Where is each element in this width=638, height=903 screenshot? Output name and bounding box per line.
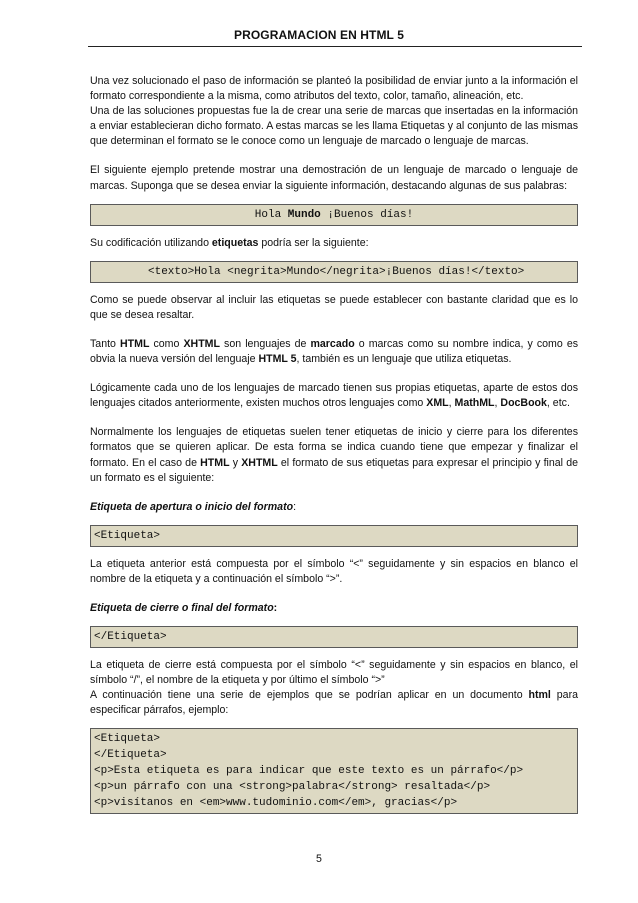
html-text: como bbox=[149, 337, 184, 350]
example-text-box bbox=[90, 204, 578, 226]
intro-paragraph-1: Una vez solucionado el paso de información se planteó la posibilidad de enviar junto a la información el formato correspondiente a la misma, como atributos del texto, color, tamaño, alineación, etc. bbox=[90, 75, 578, 103]
examples-intro-text: para especificar párrafos, ejemplo: bbox=[90, 689, 578, 717]
observe-paragraph: Como se puede observar al incluir las etiquetas se puede establecer con bastante claridad que es lo que se desea resaltar. bbox=[90, 293, 578, 321]
coding-paragraph bbox=[90, 236, 578, 251]
opening-heading bbox=[90, 500, 578, 515]
logic-text: , bbox=[448, 397, 455, 410]
closing-description: La etiqueta de cierre está compuesta por el símbolo “<” seguidamente y sin espacios en blanco, el símbolo “/”, el nombre de la etiqueta y por último el símbolo “>” bbox=[90, 659, 578, 687]
examples-code-box bbox=[90, 728, 578, 814]
docbook-bold: DocBook bbox=[500, 397, 547, 410]
html-bold: html bbox=[528, 689, 551, 702]
code-line: <p>Esta etiqueta es para indicar que este texto es un párrafo</p> bbox=[94, 765, 524, 778]
example-text-tail: ¡Buenos días! bbox=[320, 208, 414, 221]
closing-heading bbox=[90, 601, 578, 616]
html-bold: HTML bbox=[200, 456, 230, 469]
coding-text: Su codificación utilizando bbox=[90, 236, 212, 249]
normal-paragraph bbox=[90, 425, 578, 485]
coding-text-tail: podría ser la siguiente: bbox=[258, 236, 369, 249]
logic-text: , bbox=[494, 397, 501, 410]
example-text-plain: Hola bbox=[254, 208, 288, 221]
xhtml-bold: XHTML bbox=[183, 337, 220, 350]
code-line: <p>un párrafo con una <strong>palabra</strong> resaltada</p> bbox=[94, 781, 491, 794]
html5-bold: HTML 5 bbox=[258, 353, 297, 366]
html-text: , también es un lenguaje que utiliza etiquetas. bbox=[296, 353, 512, 366]
html-text: o marcas como su nombre indica, y como es obvia la nueva versión del lenguaje bbox=[90, 337, 579, 366]
normal-text: y bbox=[229, 456, 242, 469]
xhtml-bold: XHTML bbox=[241, 456, 278, 469]
coding-bold: etiquetas bbox=[211, 236, 259, 249]
xml-bold: XML bbox=[426, 397, 449, 410]
code-line: </Etiqueta> bbox=[94, 749, 167, 762]
html-bold: HTML bbox=[120, 337, 150, 350]
normal-text: el formato de sus etiquetas para expresar el principio y final de un formato es el siguiente: bbox=[90, 456, 578, 484]
opening-tag-box: <Etiqueta> bbox=[90, 525, 578, 547]
opening-description: La etiqueta anterior está compuesta por el símbolo “<” seguidamente y sin espacios en blanco el nombre de la etiqueta y a continuación el símbolo “>”. bbox=[90, 557, 578, 585]
html-text: Tanto bbox=[90, 337, 120, 350]
logic-text: Lógicamente cada uno de los lenguajes de marcado tienen sus propias etiquetas, aparte de estos dos lenguajes citados anteriormente, existen muchos otros lenguajes como bbox=[90, 382, 578, 410]
code-line: <p>visítanos en <em>www.tudominio.com</em>, gracias</p> bbox=[94, 797, 458, 810]
header-divider bbox=[88, 46, 582, 47]
page-number: 5 bbox=[316, 853, 322, 865]
logic-text: , etc. bbox=[546, 397, 570, 410]
closing-heading-colon: : bbox=[273, 601, 278, 614]
example-text-bold: Mundo bbox=[287, 208, 321, 221]
code-line: <Etiqueta> bbox=[94, 733, 161, 746]
html-text: son lenguajes de bbox=[219, 337, 311, 350]
normal-text: Normalmente los lenguajes de etiquetas suelen tener etiquetas de inicio y cierre para los diferentes formatos que se quieren aplicar. De esta forma se indica cuando tiene que empezar y finalizar el formato. En el caso de bbox=[90, 426, 578, 469]
page-title: PROGRAMACION EN HTML 5 bbox=[234, 28, 404, 42]
closing-tag-box: </Etiqueta> bbox=[90, 626, 578, 648]
examples-intro-text: A continuación tiene una serie de ejemplos que se podrían aplicar en un documento bbox=[90, 689, 529, 702]
marcado-bold: marcado bbox=[310, 337, 355, 350]
logic-paragraph bbox=[90, 381, 578, 411]
intro-paragraph-2: Una de las soluciones propuestas fue la de crear una serie de marcas que insertadas en la información a enviar establecieran dicho formato. A estas marcas se les llama Etiquetas y al conjunto de las mismas que determinan el formato se le conoce como un lenguaje de marcado o lenguaje de marcas. bbox=[90, 105, 578, 148]
examples-intro bbox=[90, 688, 578, 718]
document-body bbox=[90, 74, 578, 814]
intro-paragraph-3: El siguiente ejemplo pretende mostrar una demostración de un lenguaje de marcado o lenguaje de marcas. Suponga que se desea enviar la siguiente información, destacando algunas de sus palabras: bbox=[90, 164, 578, 192]
html-paragraph bbox=[90, 337, 578, 367]
opening-heading-text: Etiqueta de apertura o inicio del formato bbox=[90, 500, 294, 513]
markup-example-box: <texto>Hola <negrita>Mundo</negrita>¡Buenos días!</texto> bbox=[90, 261, 578, 283]
closing-heading-text: Etiqueta de cierre o final del formato bbox=[90, 601, 274, 614]
opening-heading-colon: : bbox=[293, 500, 297, 513]
mathml-bold: MathML bbox=[454, 397, 495, 410]
